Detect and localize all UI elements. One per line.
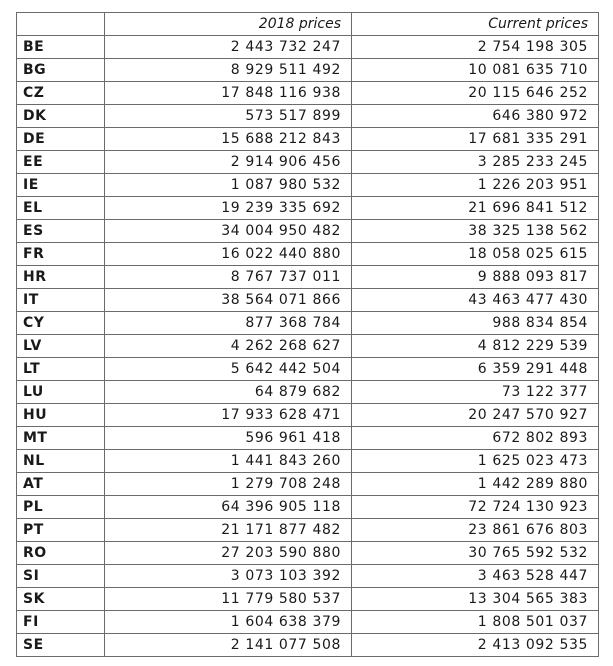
allocation-table	[16, 12, 599, 657]
value-current-prices-cell: 672 802 893	[352, 427, 599, 450]
table-row	[17, 358, 599, 381]
value-2018-prices-cell: 2 443 732 247	[105, 36, 352, 59]
country-code-cell: BG	[17, 59, 105, 82]
country-code-cell: LV	[17, 335, 105, 358]
value-2018-prices-cell: 34 004 950 482	[105, 220, 352, 243]
table-row	[17, 36, 599, 59]
header-row	[17, 13, 599, 36]
value-current-prices-cell: 38 325 138 562	[352, 220, 599, 243]
table-row	[17, 128, 599, 151]
country-code-cell: PL	[17, 496, 105, 519]
value-2018-prices-cell: 1 087 980 532	[105, 174, 352, 197]
table-row	[17, 496, 599, 519]
value-2018-prices-cell: 16 022 440 880	[105, 243, 352, 266]
value-2018-prices-cell: 4 262 268 627	[105, 335, 352, 358]
value-current-prices-cell: 73 122 377	[352, 381, 599, 404]
country-code-cell: BE	[17, 36, 105, 59]
value-current-prices-cell: 2 413 092 535	[352, 634, 599, 657]
country-code-cell: NL	[17, 450, 105, 473]
value-2018-prices-cell: 1 441 843 260	[105, 450, 352, 473]
value-2018-prices-cell: 64 879 682	[105, 381, 352, 404]
table-row	[17, 473, 599, 496]
country-code-cell: SE	[17, 634, 105, 657]
country-code-cell: RO	[17, 542, 105, 565]
table-row	[17, 335, 599, 358]
value-current-prices-cell: 13 304 565 383	[352, 588, 599, 611]
table-row	[17, 565, 599, 588]
value-current-prices-cell: 43 463 477 430	[352, 289, 599, 312]
value-current-prices-cell: 20 247 570 927	[352, 404, 599, 427]
country-code-cell: HR	[17, 266, 105, 289]
country-code-cell: HU	[17, 404, 105, 427]
value-current-prices-cell: 17 681 335 291	[352, 128, 599, 151]
country-code-cell: EE	[17, 151, 105, 174]
table-row	[17, 82, 599, 105]
table-row	[17, 519, 599, 542]
value-current-prices-cell: 10 081 635 710	[352, 59, 599, 82]
country-code-cell: AT	[17, 473, 105, 496]
table-row	[17, 611, 599, 634]
table-row	[17, 634, 599, 657]
value-2018-prices-cell: 19 239 335 692	[105, 197, 352, 220]
country-code-cell: LU	[17, 381, 105, 404]
value-current-prices-cell: 21 696 841 512	[352, 197, 599, 220]
table-body	[17, 36, 599, 657]
country-code-cell: MT	[17, 427, 105, 450]
table-row	[17, 243, 599, 266]
table-row	[17, 427, 599, 450]
country-code-cell: FR	[17, 243, 105, 266]
value-current-prices-cell: 988 834 854	[352, 312, 599, 335]
value-current-prices-cell: 18 058 025 615	[352, 243, 599, 266]
value-current-prices-cell: 1 808 501 037	[352, 611, 599, 634]
value-current-prices-cell: 23 861 676 803	[352, 519, 599, 542]
country-code-cell: ES	[17, 220, 105, 243]
value-current-prices-cell: 646 380 972	[352, 105, 599, 128]
table-row	[17, 59, 599, 82]
value-current-prices-cell: 4 812 229 539	[352, 335, 599, 358]
value-2018-prices-cell: 17 848 116 938	[105, 82, 352, 105]
header-2018-prices: 2018 prices	[105, 13, 352, 36]
table-header	[17, 13, 599, 36]
value-current-prices-cell: 1 442 289 880	[352, 473, 599, 496]
country-code-cell: CY	[17, 312, 105, 335]
value-2018-prices-cell: 2 141 077 508	[105, 634, 352, 657]
country-code-cell: CZ	[17, 82, 105, 105]
table-row	[17, 404, 599, 427]
value-2018-prices-cell: 64 396 905 118	[105, 496, 352, 519]
table-row	[17, 197, 599, 220]
table-row	[17, 312, 599, 335]
table-row	[17, 289, 599, 312]
value-current-prices-cell: 1 226 203 951	[352, 174, 599, 197]
value-2018-prices-cell: 17 933 628 471	[105, 404, 352, 427]
value-2018-prices-cell: 1 604 638 379	[105, 611, 352, 634]
header-current-prices: Current prices	[352, 13, 599, 36]
value-2018-prices-cell: 38 564 071 866	[105, 289, 352, 312]
value-2018-prices-cell: 8 767 737 011	[105, 266, 352, 289]
value-current-prices-cell: 30 765 592 532	[352, 542, 599, 565]
value-2018-prices-cell: 27 203 590 880	[105, 542, 352, 565]
country-code-cell: PT	[17, 519, 105, 542]
country-code-cell: SI	[17, 565, 105, 588]
value-2018-prices-cell: 3 073 103 392	[105, 565, 352, 588]
value-2018-prices-cell: 1 279 708 248	[105, 473, 352, 496]
country-code-cell: LT	[17, 358, 105, 381]
value-2018-prices-cell: 573 517 899	[105, 105, 352, 128]
value-current-prices-cell: 2 754 198 305	[352, 36, 599, 59]
header-country	[17, 13, 105, 36]
value-current-prices-cell: 3 285 233 245	[352, 151, 599, 174]
country-code-cell: EL	[17, 197, 105, 220]
table-row	[17, 220, 599, 243]
value-2018-prices-cell: 21 171 877 482	[105, 519, 352, 542]
country-code-cell: SK	[17, 588, 105, 611]
table-row	[17, 542, 599, 565]
table-row	[17, 381, 599, 404]
value-2018-prices-cell: 11 779 580 537	[105, 588, 352, 611]
country-code-cell: IE	[17, 174, 105, 197]
value-current-prices-cell: 6 359 291 448	[352, 358, 599, 381]
table-row	[17, 151, 599, 174]
country-code-cell: DK	[17, 105, 105, 128]
country-code-cell: FI	[17, 611, 105, 634]
value-current-prices-cell: 1 625 023 473	[352, 450, 599, 473]
value-current-prices-cell: 9 888 093 817	[352, 266, 599, 289]
value-2018-prices-cell: 8 929 511 492	[105, 59, 352, 82]
value-2018-prices-cell: 2 914 906 456	[105, 151, 352, 174]
allocation-table-container	[16, 12, 598, 657]
value-current-prices-cell: 72 724 130 923	[352, 496, 599, 519]
value-2018-prices-cell: 15 688 212 843	[105, 128, 352, 151]
value-current-prices-cell: 20 115 646 252	[352, 82, 599, 105]
country-code-cell: IT	[17, 289, 105, 312]
country-code-cell: DE	[17, 128, 105, 151]
value-2018-prices-cell: 596 961 418	[105, 427, 352, 450]
table-row	[17, 105, 599, 128]
value-2018-prices-cell: 877 368 784	[105, 312, 352, 335]
table-row	[17, 266, 599, 289]
table-row	[17, 450, 599, 473]
value-2018-prices-cell: 5 642 442 504	[105, 358, 352, 381]
value-current-prices-cell: 3 463 528 447	[352, 565, 599, 588]
table-row	[17, 174, 599, 197]
table-row	[17, 588, 599, 611]
